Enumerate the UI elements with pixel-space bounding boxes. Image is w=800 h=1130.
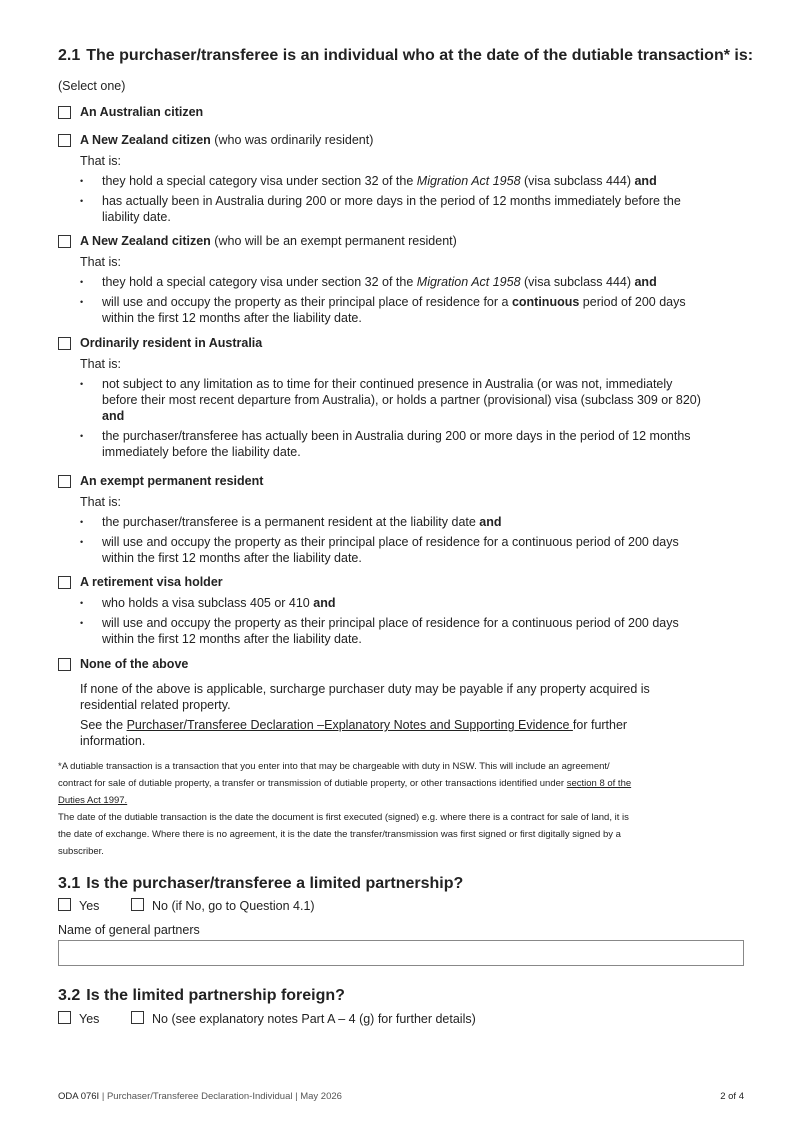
none-explanation: If none of the above is applicable, surcharge purchaser duty may be payable if any property acquired is residential related property.: [80, 682, 650, 712]
checkbox-foreign-no[interactable]: [131, 1011, 144, 1024]
page-number: 2 of 4: [720, 1091, 744, 1102]
select-one-hint: (Select one): [58, 79, 126, 93]
checkbox-australian-citizen[interactable]: [58, 106, 71, 119]
general-partners-field[interactable]: [58, 940, 744, 966]
footnote-transaction-date: The date of the dutiable transaction is the date the document is first executed (signed) e.g. where there is a contract for sale of land, it is the date of exchange. Where there is no agreement, it is the date the transfer/transmission was first signed or first digitally signed by a subscriber.: [58, 812, 629, 857]
label-no: No (see explanatory notes Part A – 4 (g) for further details): [152, 1012, 476, 1026]
explanatory-notes-link[interactable]: Purchaser/Transferee Declaration –Explanatory Notes and Supporting Evidence: [126, 718, 573, 732]
label-yes: Yes: [79, 899, 100, 913]
duties-act-link[interactable]: section 8 of the: [566, 778, 632, 789]
checkbox-nz-citizen-exempt[interactable]: [58, 235, 71, 248]
checkbox-ordinarily-resident[interactable]: [58, 337, 71, 350]
page-footer: ODA 076I | Purchaser/Transferee Declaration-Individual | May 2026: [58, 1091, 342, 1102]
checkbox-limited-partnership-yes[interactable]: [58, 898, 71, 911]
general-partners-label: Name of general partners: [58, 923, 200, 937]
checkbox-exempt-permanent-resident[interactable]: [58, 475, 71, 488]
checkbox-limited-partnership-no[interactable]: [131, 898, 144, 911]
label-yes: Yes: [79, 1012, 100, 1026]
footnote-dutiable-transaction: *A dutiable transaction is a transaction that you enter into that may be chargeable with duty in NSW. This will include an agreement/ contract for sale of dutiable property, a transfer or transmission of dutiable property, or other transactions identified under section 8 of the Duties Act 1997.: [58, 761, 632, 806]
section-3-1-heading: 3.1 Is the purchaser/transferee a limited partnership?: [58, 875, 464, 892]
section-3-2-heading: 3.2 Is the limited partnership foreign?: [58, 987, 345, 1004]
checkbox-retirement-visa[interactable]: [58, 576, 71, 589]
checkbox-foreign-yes[interactable]: [58, 1011, 71, 1024]
section-2-1-heading: 2.1 The purchaser/transferee is an individual who at the date of the dutiable transaction* is:: [58, 47, 754, 64]
checkbox-nz-citizen-resident[interactable]: [58, 134, 71, 147]
label-no: No (if No, go to Question 4.1): [152, 899, 315, 913]
see-explanatory-notes: See the Purchaser/Transferee Declaration –Explanatory Notes and Supporting Evidence for further information.: [80, 718, 628, 748]
duties-act-link-cont[interactable]: Duties Act 1997.: [58, 795, 128, 806]
checkbox-none-of-the-above[interactable]: [58, 658, 71, 671]
